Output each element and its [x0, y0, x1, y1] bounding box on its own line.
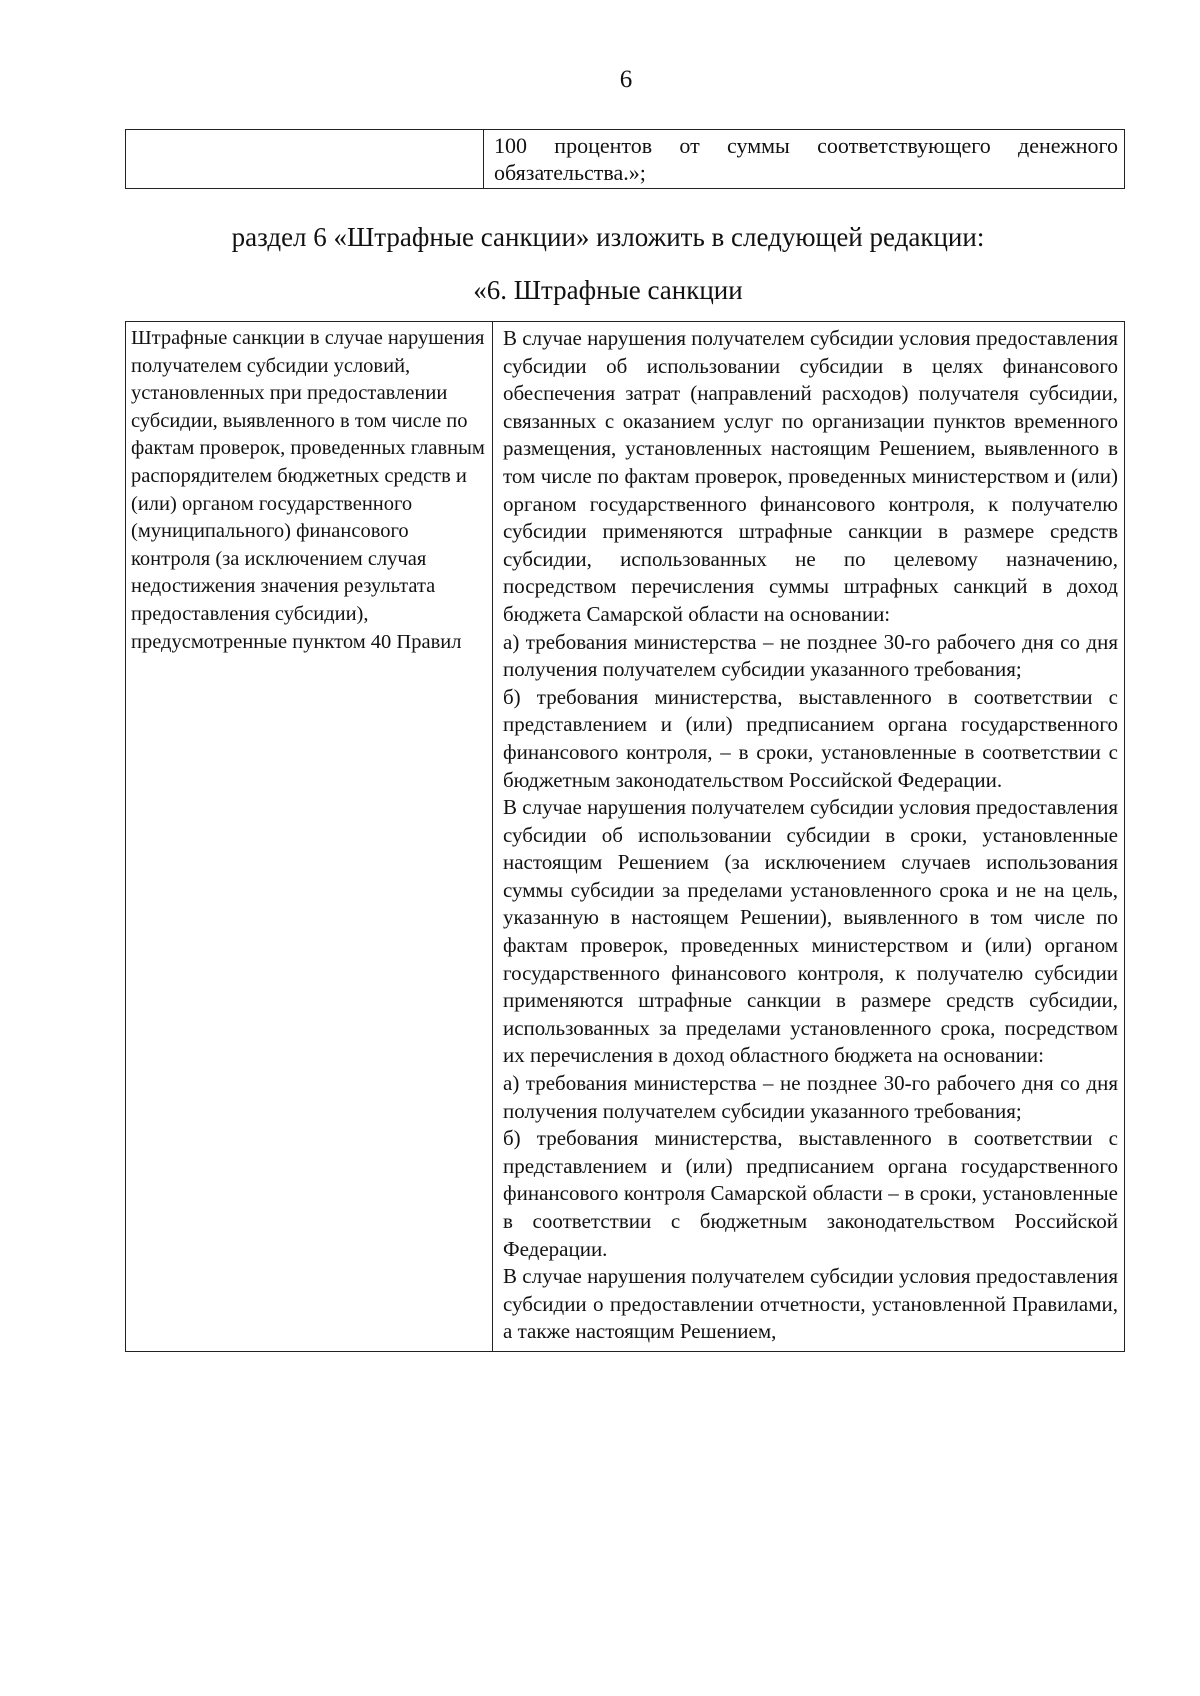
paragraph: а) требования министерства – не позднее 30-го рабочего дня со дня получения получателем субсидии указанного требования; — [503, 1071, 1118, 1123]
section-heading: раздел 6 «Штрафные санкции» изложить в следующей редакции: — [231, 222, 985, 252]
paragraph: В случае нарушения получателем субсидии условия предоставления субсидии об использовании субсидии в целях финансового обеспечения затрат (направлений расходов) получателя субсидии, связанных с оказанием услуг по организации пунктов временного размещения, установленных настоящим Решением, выявленного в том числе по фактам проверок, проведенных министерством и (или) органом государственного финансового контроля, к получателю субсидии применяются штрафные санкции в размере средств субсидии, использованных не по целевому назначению, посредством перечисления суммы штрафных санкций в доход бюджета Самарской области на основании: — [503, 326, 1118, 626]
paragraph: а) требования министерства – не позднее 30-го рабочего дня со дня получения получателем субсидии указанного требования; — [503, 629, 1118, 682]
paragraph: б) требования министерства, выставленного в соответствии с представлением и (или) предписанием органа государственного финансового контроля, – в сроки, установленные в соответствии с бюджетным законодательством Российской Федерации. — [503, 684, 1118, 792]
page-number: 6 — [619, 66, 633, 93]
section-title: «6. Штрафные санкции — [473, 275, 743, 305]
sanctions-table — [125, 321, 1125, 1352]
continuation-table — [125, 129, 1125, 189]
sanction-description-cell — [493, 322, 1125, 1352]
paragraph: В случае нарушения получателем субсидии условия предоставления субсидии об использовании субсидии в сроки, установленные настоящим Решением (за исключением случаев использования суммы субсидии за пределами установленного срока и не на цель, указанную в настоящем Решении), выявленного в том числе по фактам проверок, проведенных министерством и (или) органом государственного финансового контроля, к получателю субсидии применяются штрафные санкции в размере средств субсидии, использованных за пределами установленного срока, посредством их перечисления в доход областного бюджета на основании: — [503, 795, 1118, 1068]
table-row — [126, 130, 1125, 189]
table-cell-empty — [126, 130, 484, 189]
sanction-type-cell: Штрафные санкции в случае нарушения получателем субсидии условий, установленных при предоставлении субсидии, выявленного в том числе по фактам проверок, проведенных главным распорядителем бюджетных средств и (или) органом государственного (муниципального) финансового контроля (за исключением случая недостижения значения результата предоставления субсидии), предусмотренные пунктом 40 Правил — [126, 322, 493, 1352]
paragraph: В случае нарушения получателем субсидии условия предоставления субсидии о предоставлении отчетности, установленной Правилами, а также настоящим Решением, — [503, 1264, 1118, 1344]
table-row — [126, 322, 1125, 1352]
paragraph: б) требования министерства, выставленного в соответствии с представлением и (или) предписанием органа государственного финансового контроля Самарской области – в сроки, установленные в соответствии с бюджетным законодательством Российской Федерации. — [503, 1126, 1118, 1261]
table-cell-text: 100 процентов от суммы соответствующего денежного обязательства.»; — [484, 130, 1125, 189]
